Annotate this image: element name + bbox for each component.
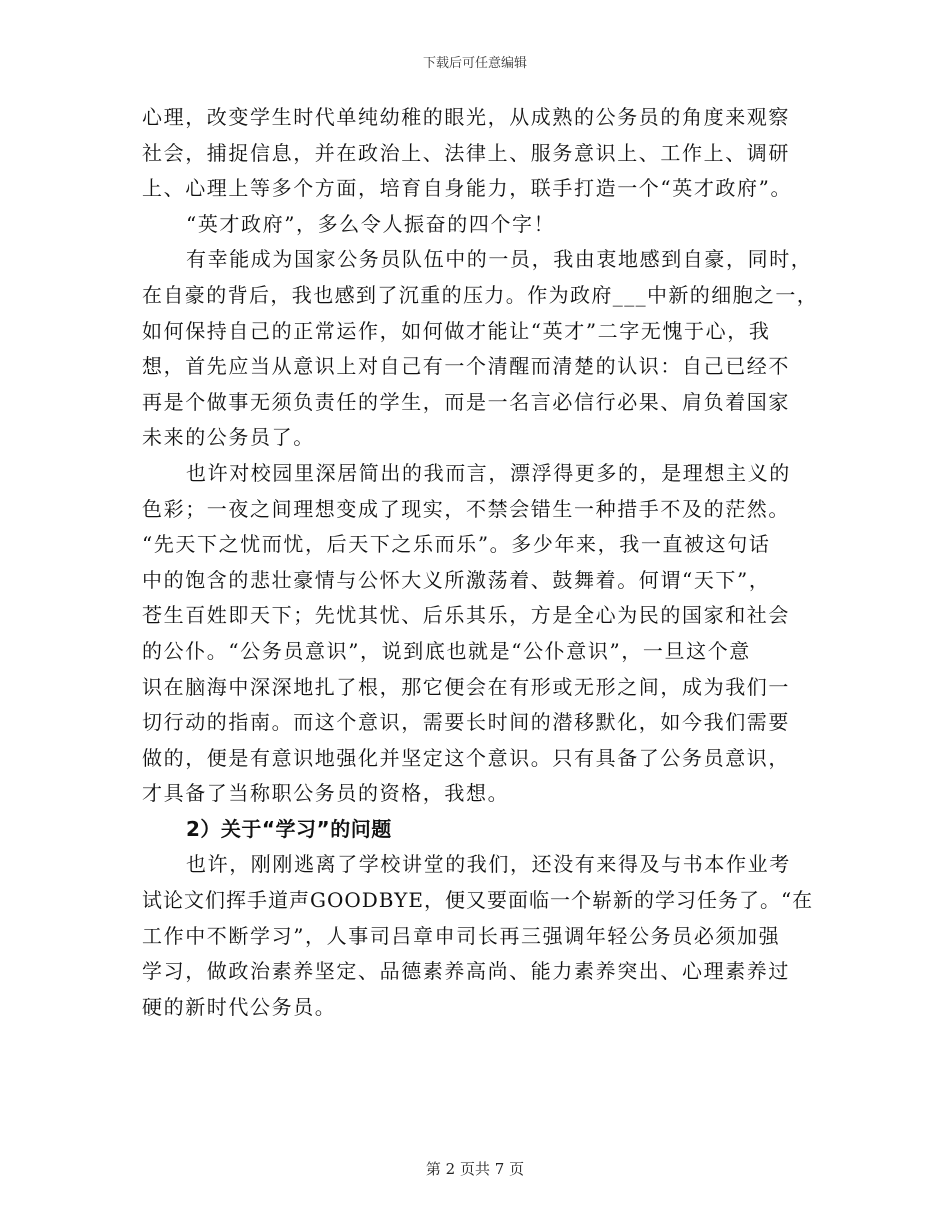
text-line: 再是个做事无须负责任的学生，而是一名言必信行必果、肩负着国家	[142, 389, 790, 414]
text-line: 识在脑海中深深地扎了根，那它便会在有形或无形之间，成为我们一	[142, 674, 790, 699]
text-line: “英才政府”，多么令人振奋的四个字！	[186, 211, 556, 236]
page-header-note: 下载后可任意编辑	[422, 56, 527, 71]
document-body	[142, 100, 818, 1025]
text-line: 未来的公务员了。	[142, 425, 315, 450]
text-line: 心理，改变学生时代单纯幼稚的眼光，从成熟的公务员的角度来观察	[142, 105, 790, 129]
text-line: 上、心理上等多个方面，培育自身能力，联手打造一个“英才政府”。	[142, 176, 793, 201]
text-line: 在自豪的背后，我也感到了沉重的压力。作为政府___中新的细胞之一，	[142, 282, 819, 307]
page-number: 第 2 页共 7 页	[425, 1160, 525, 1178]
section-heading: 2）关于“学习”的问题	[186, 816, 392, 841]
text-line: 硬的新时代公务员。	[142, 994, 337, 1019]
text-line: 工作中不断学习”，人事司吕章申司长再三强调年轻公务员必须加强	[142, 923, 781, 948]
text-line: 苍生百姓即天下；先忧其忧、后乐其乐，方是全心为民的国家和社会	[142, 603, 790, 628]
text-line: 社会，捕捉信息，并在政治上、法律上、服务意识上、工作上、调研	[142, 140, 790, 165]
text-line: 做的，便是有意识地强化并坚定这个意识。只有具备了公务员意识，	[142, 745, 790, 770]
text-line: 才具备了当称职公务员的资格，我想。	[142, 781, 510, 806]
text-line: 也许对校园里深居简出的我而言，漂浮得更多的，是理想主义的	[186, 460, 791, 485]
text-line: 有幸能成为国家公务员队伍中的一员，我由衷地感到自豪，同时，	[186, 247, 813, 272]
text-line: 试论文们挥手道声GOODBYE，便又要面临一个崭新的学习任务了。“在	[142, 888, 814, 913]
text-line: 切行动的指南。而这个意识，需要长时间的潜移默化，如今我们需要	[142, 710, 790, 735]
text-line: 如何保持自己的正常运作，如何做才能让“英才”二字无愧于心，我	[142, 318, 771, 343]
text-line: 中的饱含的悲壮豪情与公怀大义所激荡着、鼓舞着。何谓“天下”，	[142, 567, 771, 592]
text-line: 学习，做政治素养坚定、品德素养高尚、能力素养突出、心理素养过	[142, 959, 790, 984]
text-line: 的公仆。“公务员意识”，说到底也就是“公仆意识”，一旦这个意	[142, 638, 751, 663]
text-line: 色彩；一夜之间理想变成了现实，不禁会错生一种措手不及的茫然。	[142, 496, 790, 521]
text-line: “先天下之忧而忧，后天下之乐而乐”。多少年来，我一直被这句话	[142, 532, 771, 557]
text-line: 也许，刚刚逃离了学校讲堂的我们，还没有来得及与书本作业考	[186, 852, 791, 877]
text-line: 想，首先应当从意识上对自己有一个清醒而清楚的认识：自己已经不	[142, 354, 790, 379]
